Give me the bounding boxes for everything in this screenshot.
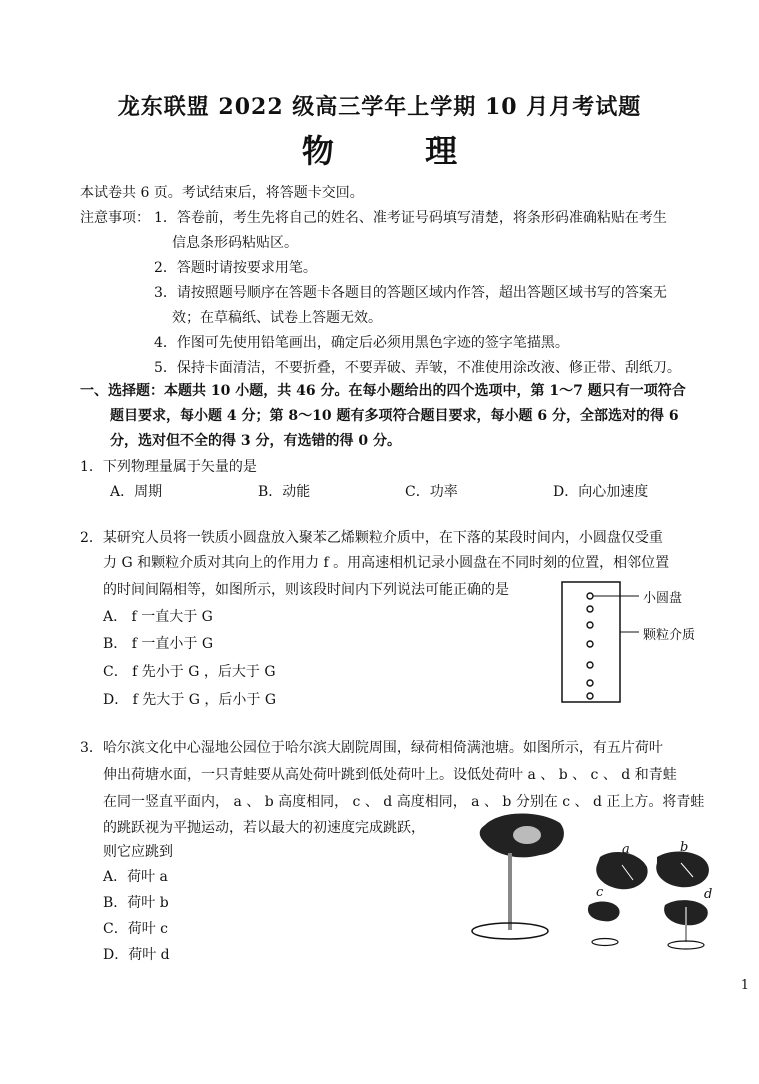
q1-option-a: A．周期 bbox=[110, 484, 163, 500]
note-1-line-2: 信息条形码粘贴区。 bbox=[172, 235, 298, 251]
section-1-line-1: 一、选择题：本题共 10 小题，共 46 分。在每小题给出的四个选项中，第 1～7 题只有一项符合 bbox=[80, 383, 686, 399]
q2-stem-line-3: 的时间间隔相等，如图所示，则该段时间内下列说法可能正确的是 bbox=[103, 582, 509, 598]
note-3-line-1: 3．请按照题号顺序在答题卡各题目的答题区域内作答，超出答题区域书写的答案无 bbox=[154, 285, 667, 301]
note-1-line-1: 1．答卷前，考生先将自己的姓名、准考证号码填写清楚，将条形码准确粘贴在考生 bbox=[154, 210, 667, 226]
q2-stem-line-1: 2．某研究人员将一铁质小圆盘放入聚苯乙烯颗粒介质中，在下落的某段时间内，小圆盘仅受重 bbox=[80, 530, 663, 546]
q3-stem-line-1: 3．哈尔滨文化中心湿地公园位于哈尔滨大剧院周围，绿荷相倚满池塘。如图所示，有五片荷叶 bbox=[80, 740, 663, 756]
q3-option-b: B．荷叶 b bbox=[103, 895, 169, 911]
note-3-line-2: 效；在草稿纸、试卷上答题无效。 bbox=[172, 310, 382, 326]
high-leaf-with-frog bbox=[472, 813, 564, 939]
q3-label-a: a bbox=[622, 842, 630, 857]
q3-lotus-figure bbox=[465, 805, 730, 960]
q3-stem-line-5: 则它应跳到 bbox=[103, 844, 173, 860]
note-2: 2．答题时请按要求用笔。 bbox=[154, 260, 317, 276]
q1-stem: 1．下列物理量属于矢量的是 bbox=[80, 459, 257, 475]
q3-stem-line-3: 在同一竖直平面内， a 、 b 高度相同， c 、 d 高度相同， a 、 b 分别在 c 、 d 正上方。将青蛙 bbox=[103, 794, 705, 810]
q2-stem-line-2: 力 G 和颗粒介质对其向上的作用力 f 。用高速相机记录小圆盘在不同时刻的位置，相邻位置 bbox=[103, 555, 670, 571]
q3-label-d: d bbox=[704, 887, 713, 902]
q2-label-medium: 颗粒介质 bbox=[643, 628, 696, 643]
q3-stem-line-4: 的跳跃视为平抛运动，若以最大的初速度完成跳跃， bbox=[103, 820, 425, 836]
intro-text: 本试卷共 6 页。考试结束后，将答题卡交回。 bbox=[80, 185, 364, 201]
leaf-a bbox=[596, 852, 647, 889]
q2-option-b: B． f 一直小于 G bbox=[103, 636, 214, 652]
note-5: 5．保持卡面清洁，不要折叠，不要弄破、弄皱，不准使用涂改液、修正带、刮纸刀。 bbox=[154, 360, 681, 376]
q2-option-d: D． f 先大于 G ，后小于 G bbox=[103, 692, 277, 708]
q3-option-d: D．荷叶 d bbox=[103, 947, 170, 963]
q1-option-b: B．动能 bbox=[258, 484, 311, 500]
note-4: 4．作图可先使用铅笔画出，确定后必须用黑色字迹的签字笔描黑。 bbox=[154, 335, 569, 351]
q3-label-b: b bbox=[680, 840, 689, 855]
leaf-d bbox=[664, 900, 708, 949]
notes-label: 注意事项： bbox=[80, 210, 150, 226]
q2-option-a: A． f 一直大于 G bbox=[103, 609, 213, 625]
section-1-line-3: 分，选对但不全的得 3 分，有选错的得 0 分。 bbox=[110, 433, 401, 449]
q3-option-c: C．荷叶 c bbox=[103, 921, 169, 937]
q1-option-d: D．向心加速度 bbox=[553, 484, 649, 500]
leaf-b bbox=[656, 851, 709, 887]
q3-stem-line-2: 伸出荷塘水面，一只青蛙要从高处荷叶跳到低处荷叶上。设低处荷叶 a 、 b 、 c 、 d 和青蛙 bbox=[103, 767, 677, 783]
subject-title: 物 理 bbox=[301, 132, 498, 170]
leaf-c bbox=[588, 902, 620, 946]
q3-option-a: A．荷叶 a bbox=[103, 869, 168, 885]
q2-label-disk: 小圆盘 bbox=[643, 591, 683, 606]
q3-label-c: c bbox=[596, 885, 604, 900]
section-1-line-2: 题目要求，每小题 4 分；第 8～10 题有多项符合题目要求，每小题 6 分，全部选对的得 6 bbox=[110, 408, 679, 424]
page-number: 1 bbox=[740, 978, 749, 993]
exam-title: 龙东联盟 2022 级高三学年上学期 10 月月考试题 bbox=[117, 94, 642, 120]
q1-option-c: C．功率 bbox=[405, 484, 458, 500]
q2-option-c: C． f 先小于 G ，后大于 G bbox=[103, 664, 276, 680]
